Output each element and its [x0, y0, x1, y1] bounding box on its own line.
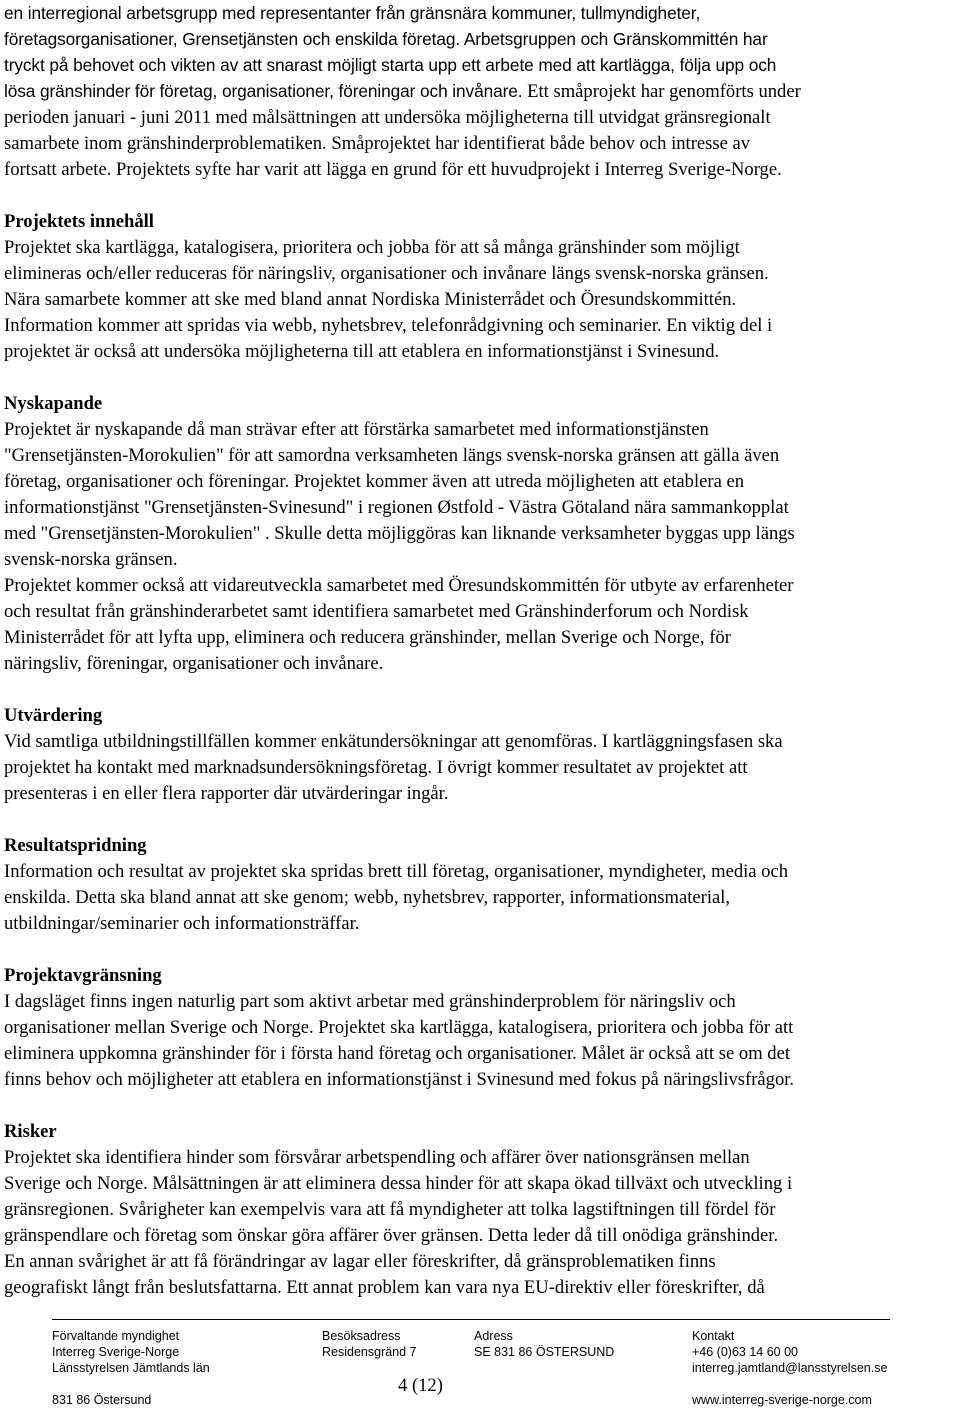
text-line: gränspendlare och företag som önskar göra affärer över gränsen. Detta leder då till onödiga gränshinder.	[4, 1225, 779, 1246]
text-line: utbildningar/seminarier och informationsträffar.	[4, 913, 360, 934]
paragraph-gap	[4, 677, 956, 703]
text-line: En annan svårighet är att få förändringar av lagar eller föreskrifter, då gränsproblematiken finns	[4, 1251, 716, 1272]
text-line: enskilda. Detta ska bland annat att ske genom; webb, nyhetsbrev, rapporter, informationsmaterial,	[4, 887, 731, 908]
text-line: Projektet ska identifiera hinder som försvårar arbetspendling och affärer över nationsgränsen mellan	[4, 1147, 750, 1168]
section-heading: Resultatspridning	[4, 835, 147, 856]
text-line: informationstjänst "Grensetjänsten-Svinesund" i regionen Østfold - Västra Götaland nära sammankopplat	[4, 497, 789, 518]
text-line: Information kommer att spridas via webb, nyhetsbrev, telefonrådgivning och seminarier. En viktig del i	[4, 315, 773, 336]
footer-label: Adress	[474, 1329, 513, 1343]
footer-label: Förvaltande myndighet	[52, 1329, 180, 1343]
footer-divider	[52, 1319, 890, 1320]
section-utvardering	[4, 703, 956, 807]
section-heading: Nyskapande	[4, 393, 103, 414]
section-projektets-innehall	[4, 209, 956, 365]
text-line: tryckt på behovet och vikten av att snarast möjligt starta upp ett arbete med att kartlägga, följa upp och	[4, 55, 777, 75]
section-heading: Utvärdering	[4, 705, 103, 726]
footer-website-link[interactable]: www.interreg-sverige-norge.com	[692, 1393, 872, 1407]
section-heading: Risker	[4, 1121, 57, 1142]
text-line: Nära samarbete kommer att ske med bland annat Nordiska Ministerrådet och Öresundskommittén.	[4, 289, 737, 310]
text-line: I dagsläget finns ingen naturlig part som aktivt arbetar med gränshinderproblem för näringsliv och	[4, 991, 736, 1012]
footer-column-contact	[692, 1328, 887, 1408]
section-projektavgransning	[4, 963, 956, 1093]
text-line: elimineras och/eller reduceras för näringsliv, organisationer och invånare längs svensk-norska gränsen.	[4, 263, 769, 284]
section-heading: Projektavgränsning	[4, 965, 162, 986]
text-line: presenteras i en eller flera rapporter där utvärderingar ingår.	[4, 783, 449, 804]
text-line: eliminera uppkomna gränshinder för i första hand företag och organisationer. Målet är också att se om det	[4, 1043, 791, 1064]
paragraph-gap	[4, 365, 956, 391]
footer-column-address	[474, 1328, 614, 1360]
footer-text: Residensgränd 7	[322, 1345, 417, 1359]
footer-column-authority	[52, 1328, 210, 1408]
text-line: gränsregionen. Svårigheter kan exempelvis vara att få myndigheter att tolka lagstiftningen till fördel för	[4, 1199, 776, 1220]
text-line: företagsorganisationer, Grensetjänsten och enskilda företag. Arbetsgruppen och Gränskommittén har	[4, 29, 768, 49]
text-line: en interregional arbetsgrupp med representanter från gränsnära kommuner, tullmyndigheter,	[4, 3, 701, 23]
text-line: projektet ha kontakt med marknadsundersökningsföretag. I övrigt kommer resultatet av projektet att	[4, 757, 748, 778]
text-line: "Grensetjänsten-Morokulien" för att samordna verksamheten längs svensk-norska gränsen att gälla även	[4, 445, 780, 466]
text-line: och resultat från gränshinderarbetet samt identifiera samarbetet med Gränshinderforum och Nordisk	[4, 601, 749, 622]
document-body	[4, 0, 956, 1301]
text-line-segment: lösa gränshinder för företag, organisationer, föreningar och invånare.	[4, 81, 523, 101]
footer-label: Kontakt	[692, 1329, 735, 1343]
section-resultatspridning	[4, 833, 956, 937]
text-line: Sverige och Norge. Målsättningen är att eliminera dessa hinder för att skapa ökad tillväxt och utveckling i	[4, 1173, 793, 1194]
footer-column-visiting-address	[322, 1328, 417, 1360]
footer-label: Besöksadress	[322, 1329, 401, 1343]
footer-phone: +46 (0)63 14 60 00	[692, 1345, 798, 1359]
text-line: perioden januari - juni 2011 med målsättningen att undersöka möjligheterna till utvidgat gränsregionalt	[4, 107, 771, 128]
text-line: Information och resultat av projektet ska spridas brett till företag, organisationer, myndigheter, media och	[4, 861, 789, 882]
footer-text: Länsstyrelsen Jämtlands län	[52, 1361, 210, 1375]
footer-spacer	[52, 1376, 210, 1392]
text-line: svensk-norska gränsen.	[4, 549, 178, 570]
paragraph-gap	[4, 807, 956, 833]
text-line: geografiskt långt från beslutsfattarna. Ett annat problem kan vara nya EU-direktiv eller föreskrifter, då	[4, 1277, 765, 1298]
text-line: Vid samtliga utbildningstillfällen kommer enkätundersökningar att genomföras. I kartläggningsfasen ska	[4, 731, 783, 752]
text-line: Ministerrådet för att lyfta upp, eliminera och reducera gränshinder, mellan Sverige och Norge, för	[4, 627, 731, 648]
page-number: 4 (12)	[398, 1375, 443, 1396]
section-risker	[4, 1119, 956, 1301]
text-line: organisationer mellan Sverige och Norge. Projektet ska kartlägga, katalogisera, prioritera och jobba för att	[4, 1017, 794, 1038]
paragraph-gap	[4, 937, 956, 963]
intro-paragraph	[4, 0, 956, 183]
footer-text: SE 831 86 ÖSTERSUND	[474, 1345, 615, 1359]
text-line: finns behov och möjligheter att etablera en informationstjänst i Svinesund med fokus på näringslivsfrågor.	[4, 1069, 795, 1090]
footer-spacer	[692, 1376, 887, 1392]
text-line: projektet är också att undersöka möjligheterna till att etablera en informationstjänst i Svinesund.	[4, 341, 720, 362]
mixed-text-line	[4, 78, 956, 105]
text-line-segment: Ett småprojekt har genomförts under	[522, 81, 801, 102]
text-line: Projektet kommer också att vidareutveckla samarbetet med Öresundskommittén för utbyte av erfarenheter	[4, 575, 794, 596]
page-footer	[0, 1308, 960, 1406]
section-nyskapande	[4, 391, 956, 677]
text-line: Projektet ska kartlägga, katalogisera, prioritera och jobba för att så många gränshinder som möjligt	[4, 237, 740, 258]
text-line: näringsliv, föreningar, organisationer och invånare.	[4, 653, 384, 674]
text-line: samarbete inom gränshinderproblematiken. Småprojektet har identifierat både behov och intresse av	[4, 133, 751, 154]
text-line: Projektet är nyskapande då man strävar efter att förstärka samarbetet med informationstjänsten	[4, 419, 709, 440]
paragraph-gap	[4, 1093, 956, 1119]
footer-email-link[interactable]: interreg.jamtland@lansstyrelsen.se	[692, 1361, 888, 1375]
footer-text: Interreg Sverige-Norge	[52, 1345, 180, 1359]
section-heading: Projektets innehåll	[4, 211, 154, 232]
paragraph-gap	[4, 183, 956, 209]
text-line: med "Grensetjänsten-Morokulien" . Skulle detta möjliggöras kan liknande verksamheter byggas upp längs	[4, 523, 795, 544]
text-line: företag, organisationer och föreningar. Projektet kommer även att utreda möjligheten att etablera en	[4, 471, 745, 492]
text-line: fortsatt arbete. Projektets syfte har varit att lägga en grund för ett huvudprojekt i Interreg Sverige-Norge.	[4, 159, 782, 180]
footer-text: 831 86 Östersund	[52, 1393, 152, 1407]
